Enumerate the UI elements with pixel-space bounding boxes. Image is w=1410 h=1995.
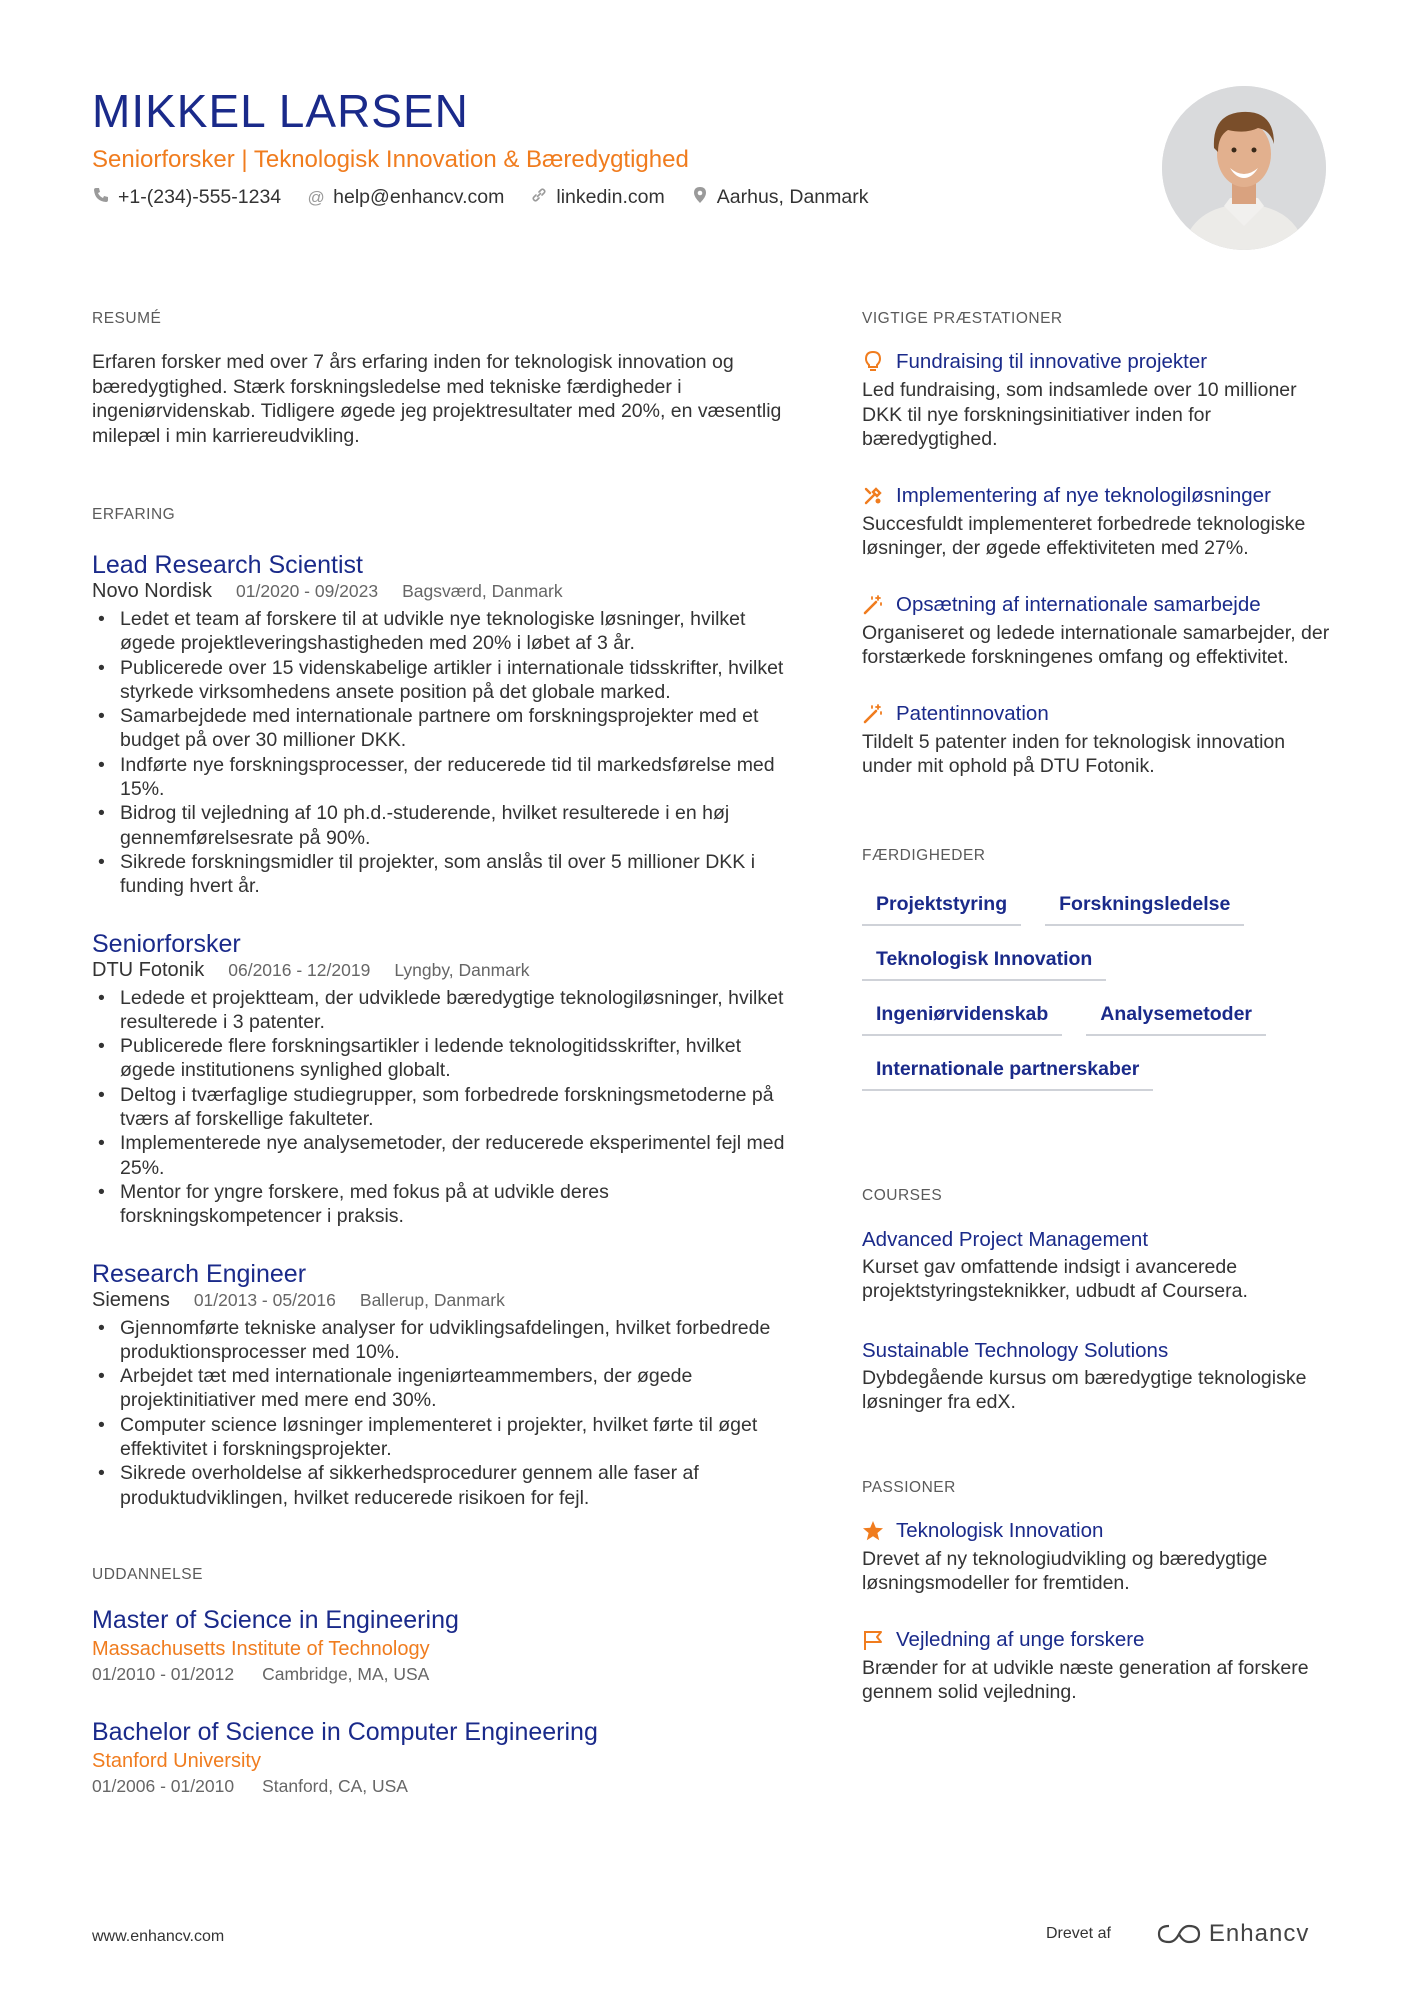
education-entry [92,1604,792,1686]
job-bullet: • Deltog i tværfaglige studiegrupper, som forbedrede forskningsmetoderne på tværs af forskellige fakulteter. [92,1083,792,1132]
job-company: Novo Nordisk [92,580,213,602]
job-company: Siemens [92,1288,170,1311]
job-bullet: • Implementerede nye analysemetoder, der reducerede eksperimentel fejl med 25%. [92,1131,792,1180]
magic-wand-icon [862,594,884,616]
achievement-item [862,702,1332,779]
achievement-title: Opsætning af internationale samarbejde [896,592,1261,616]
education-dates: 01/2006 - 01/2010 [92,1775,235,1796]
course-desc: Dybdegående kursus om bæredygtige teknologiske løsninger fra edX. [862,1366,1307,1413]
education-entry [92,1716,792,1798]
candidate-subtitle: Seniorforsker | Teknologisk Innovation & Bæredygtighed [92,146,689,173]
job-bullet: • Ledede et projektteam, der udviklede bæredygtige teknologiløsninger, hvilket resulterede i 3 patenter. [92,986,792,1035]
lightbulb-icon [862,351,884,373]
job-bullet: • Arbejdet tæt med internationale ingeniørteammembers, der øgede projektinitiativer med mere end 30%. [92,1364,792,1413]
job-dates: 06/2016 - 12/2019 [228,959,371,980]
job-title: Seniorforsker [92,929,241,958]
left-column [92,310,792,1798]
job-title: Lead Research Scientist [92,551,363,579]
education-degree: Bachelor of Science in Computer Engineering [92,1717,598,1746]
job-bullet: • Ledet et team af forskere til at udvikle nye teknologiske løsninger, hvilket øgede projektleveringshastigheden med 20% i løbet af 3 år. [92,607,792,656]
brand-logo[interactable] [1157,1920,1309,1948]
brand-name: Enhancv [1208,1920,1310,1947]
achievement-title: Implementering af nye teknologiløsninger [896,483,1271,507]
experience-section-title: ERFARING [92,506,176,523]
achievement-desc: Tildelt 5 patenter inden for teknologisk innovation under mit ophold på DTU Fotonik. [862,730,1286,777]
right-column [862,310,1332,1705]
achievements-section-title: VIGTIGE PRÆSTATIONER [862,310,1063,327]
phone-icon [92,187,110,208]
job-bullet: • Samarbejdede med internationale partnere om forskningsprojekter med et budget på over 30 millioner DKK. [92,704,792,753]
course-title: Sustainable Technology Solutions [862,1338,1169,1362]
achievement-item [862,484,1332,561]
job-bullet: • Mentor for yngre forskere, med fokus på at udvikle deres forskningskompetencer i praksis. [92,1180,792,1229]
magic-wand-icon [862,703,884,725]
education-location: Stanford, CA, USA [262,1775,408,1796]
job-entry [92,929,792,1229]
contact-location [691,186,869,209]
job-bullet: • Sikrede overholdelse af sikkerhedsprocedurer gennem alle faser af produktudviklingen, hvilket reducerede risikoen for fejl. [92,1461,792,1510]
job-entry [92,550,792,899]
education-location: Cambridge, MA, USA [262,1663,430,1684]
job-location: Ballerup, Danmark [359,1289,505,1310]
courses-section-title: COURSES [862,1186,943,1204]
education-meta [92,1662,792,1686]
contact-phone[interactable] [92,186,281,209]
link-icon [530,187,548,208]
skill-tag: Projektstyring [862,885,1021,926]
achievement-item [862,350,1332,452]
job-bullets [92,986,792,1229]
powered-by-label: Drevet af [1046,1925,1111,1942]
skill-tag: Internationale partnerskaber [862,1050,1153,1091]
skills-list [862,885,1322,1105]
contact-linkedin-text: linkedin.com [556,186,665,208]
passion-item [862,1628,1332,1705]
job-bullets [92,1316,792,1510]
candidate-name: MIKKEL LARSEN [92,85,469,137]
education-school: Stanford University [92,1749,261,1772]
job-bullet: • Indførte nye forskningsprocesser, der reducerede tid til markedsførelse med 15%. [92,753,792,802]
footer-website[interactable]: www.enhancv.com [92,1928,225,1945]
course-desc: Kurset gav omfattende indsigt i avancerede projektstyringsteknikker, udbudt af Coursera. [862,1255,1248,1302]
contact-email[interactable] [307,186,504,209]
contact-bar [92,186,868,209]
course-item [862,1227,1332,1304]
contact-linkedin[interactable] [530,186,664,209]
contact-location-text: Aarhus, Danmark [716,186,869,208]
tools-icon [862,485,884,507]
job-bullet: • Sikrede forskningsmidler til projekter, som anslås til over 5 millioner DKK i funding hvert år. [92,850,792,899]
achievement-item [862,593,1332,670]
at-icon: @ [307,187,325,207]
achievement-desc: Led fundraising, som indsamlede over 10 millioner DKK til nye forskningsinitiativer inden for bæredygtighed. [862,379,1297,450]
job-dates: 01/2020 - 09/2023 [236,581,379,601]
passion-title: Teknologisk Innovation [896,1518,1104,1542]
achievement-desc: Organiseret og ledede internationale samarbejder, der forstærkede forskningenes omfang og effektivitet. [862,621,1330,668]
job-dates: 01/2013 - 05/2016 [193,1289,336,1310]
skill-tag: Forskningsledelse [1045,885,1244,926]
location-icon [691,186,709,209]
contact-phone-text: +1-(234)-555-1234 [118,186,282,208]
education-meta [92,1774,792,1798]
achievement-title: Fundraising til innovative projekter [896,350,1208,373]
job-bullet: • Publicerede flere forskningsartikler i ledende teknologitidsskrifter, hvilket øgede institutionens synlighed globalt. [92,1034,792,1083]
job-bullet: • Publicerede over 15 videnskabelige artikler i internationale tidsskrifter, hvilket styrkede virksomhedens ansete position på det globale marked. [92,656,792,705]
passions-section-title: PASSIONER [862,1478,956,1496]
passion-item [862,1519,1332,1596]
skill-tag: Ingeniørvidenskab [862,995,1062,1036]
summary-section-title: RESUMÉ [92,310,162,327]
education-school: Massachusetts Institute of Technology [92,1637,430,1660]
education-dates: 01/2010 - 01/2012 [92,1663,235,1684]
flag-icon [862,1629,884,1651]
skills-section-title: FÆRDIGHEDER [862,846,986,864]
passion-desc: Brænder for at udvikle næste generation af forskere gennem solid vejledning. [862,1656,1309,1703]
job-meta [92,1289,792,1312]
job-title: Research Engineer [92,1259,307,1288]
achievement-title: Patentinnovation [896,701,1049,725]
job-company: DTU Fotonik [92,958,205,981]
footer-branding [1046,1920,1309,1948]
job-location: Lyngby, Danmark [394,959,530,980]
job-bullets [92,607,792,899]
education-section-title: UDDANNELSE [92,1565,203,1583]
passion-desc: Drevet af ny teknologiudvikling og bæredygtige løsningsmodeller for fremtiden. [862,1547,1268,1594]
education-degree: Master of Science in Engineering [92,1605,459,1634]
job-entry [92,1259,792,1510]
passion-title: Vejledning af unge forskere [896,1627,1145,1651]
job-bullet: • Bidrog til vejledning af 10 ph.d.-studerende, hvilket resulterede i en høj gennemførelsesrate på 90%. [92,801,792,850]
job-bullet: • Computer science løsninger implementeret i projekter, hvilket førte til øget effektivitet i forskningsprojekter. [92,1413,792,1462]
contact-email-text: help@enhancv.com [333,186,505,208]
enhancv-logo-icon [1157,1922,1201,1946]
job-location: Bagsværd, Danmark [402,581,563,601]
job-meta [92,959,792,982]
course-item [862,1338,1332,1415]
job-meta [92,580,792,603]
star-icon [862,1520,884,1542]
skill-tag: Analysemetoder [1086,995,1266,1036]
skill-tag: Teknologisk Innovation [862,940,1106,981]
profile-photo [1162,86,1326,250]
job-bullet: • Gjennomførte tekniske analyser for udviklingsafdelingen, hvilket forbedrede produktionsprocesser med 10%. [92,1316,792,1365]
course-title: Advanced Project Management [862,1227,1149,1251]
achievement-desc: Succesfuldt implementeret forbedrede teknologiske løsninger, der øgede effektiviteten med 27%. [862,512,1306,559]
summary-text: Erfaren forsker med over 7 års erfaring inden for teknologisk innovation og bæredygtighed. Stærk forskningsledelse med tekniske færdigheder i ingeniørvidenskab. Tidligere øgede jeg projektresultater med 20%, en væsentlig milepæl i min karriereudvikling. [92,351,782,447]
